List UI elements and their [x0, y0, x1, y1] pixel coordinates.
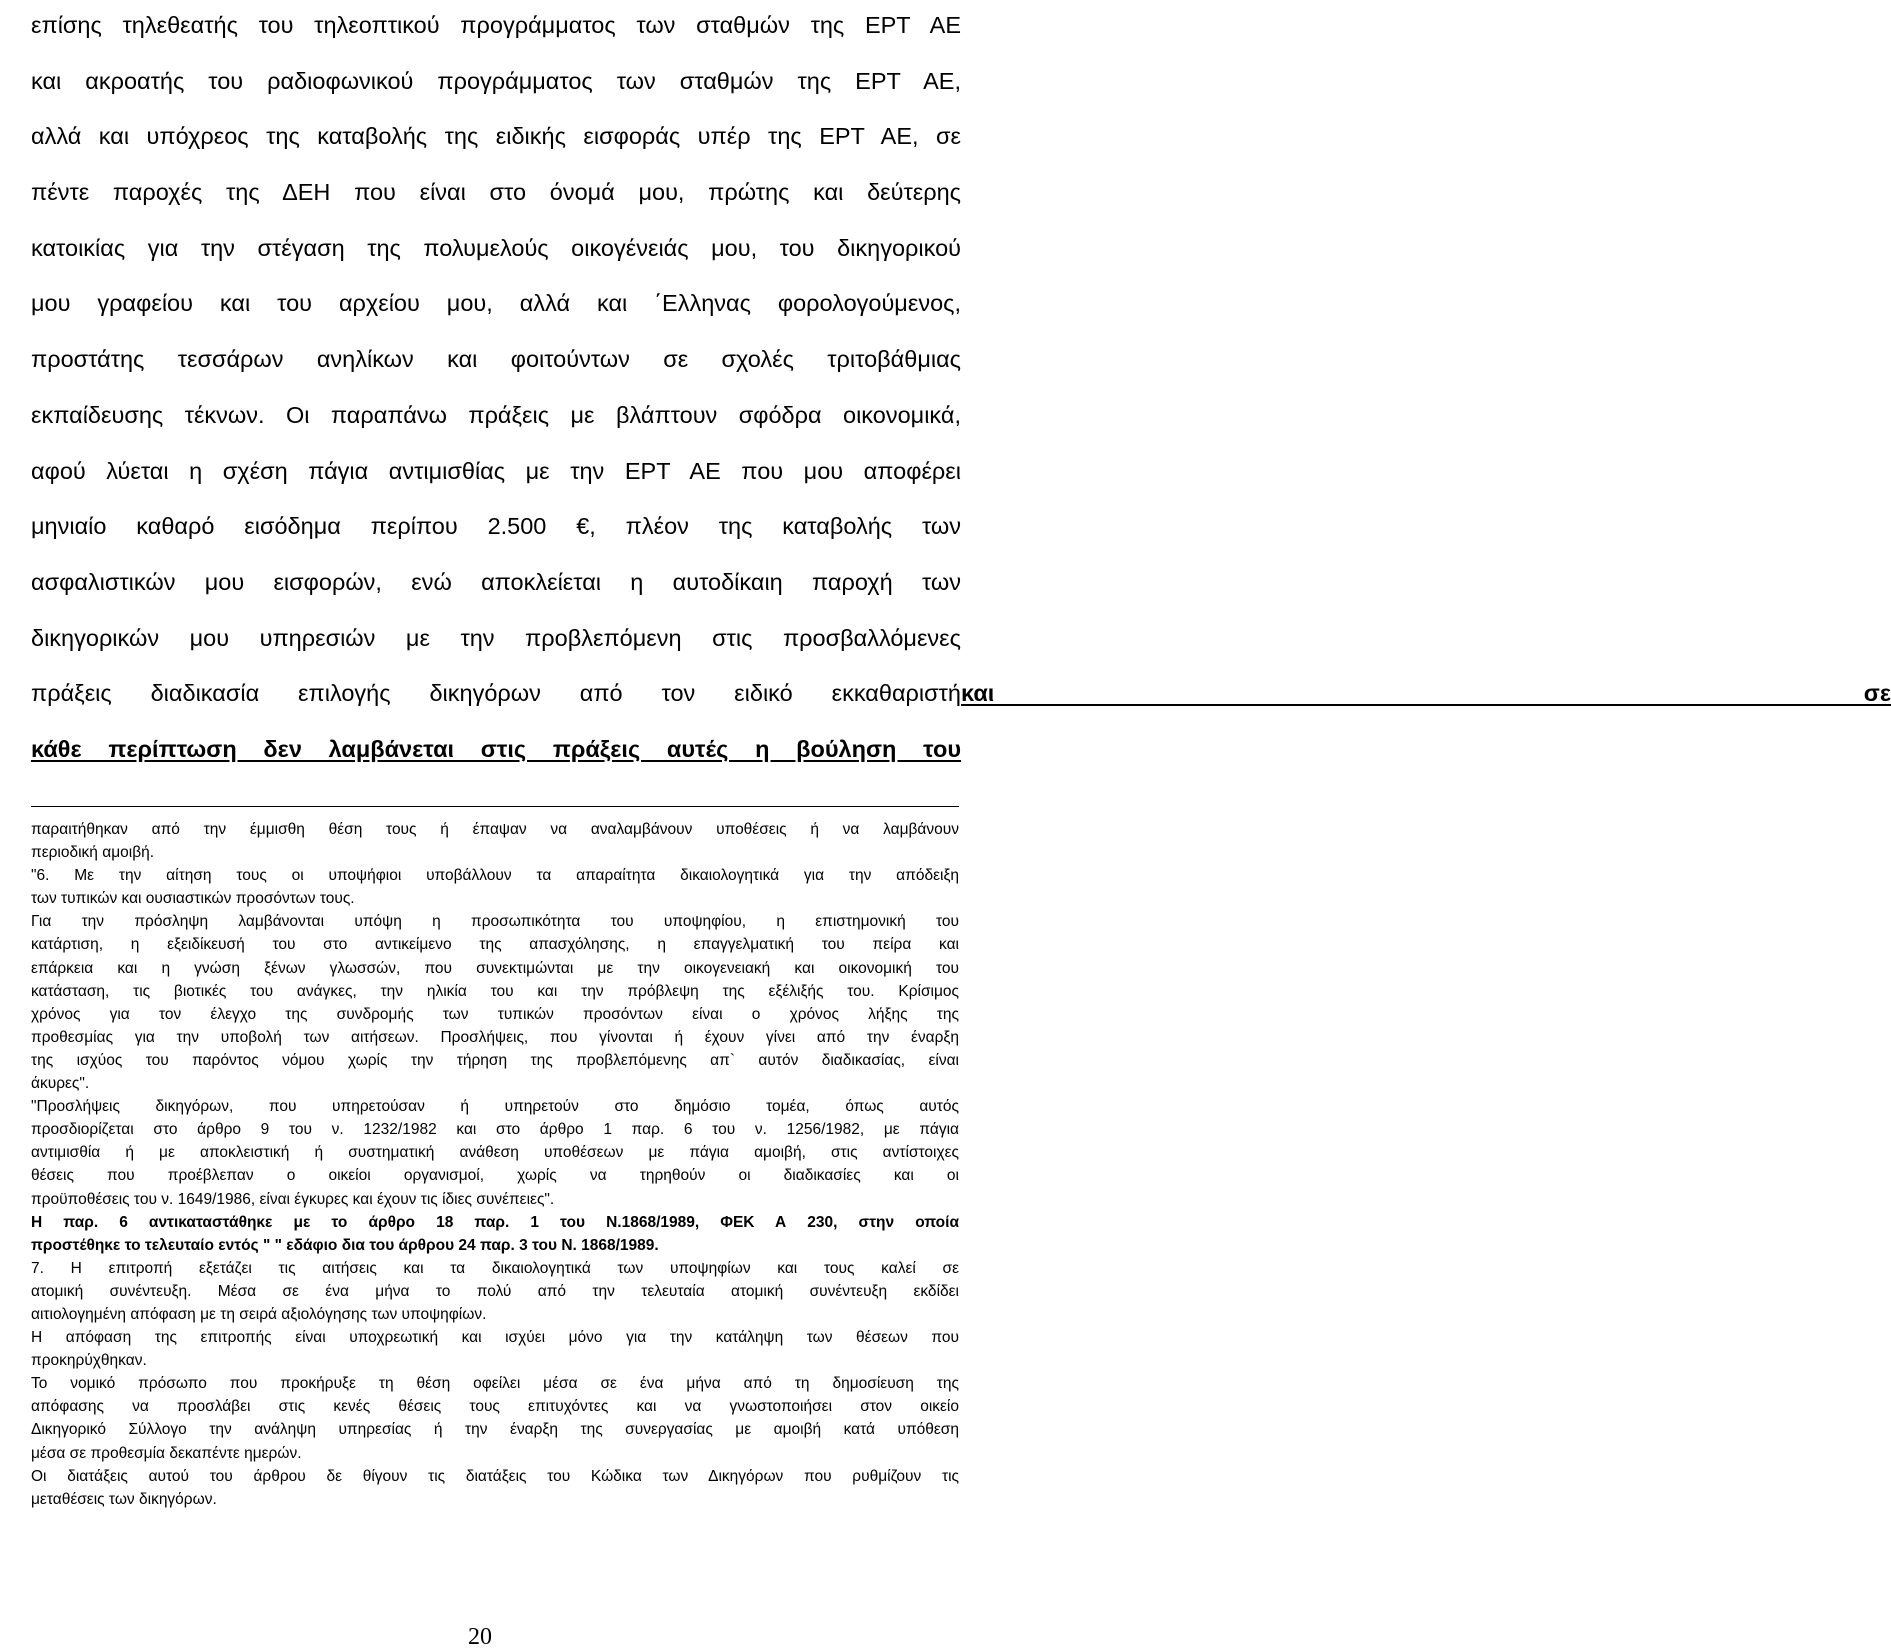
footnote-line: απόφασης να προσλάβει στις κενές θέσεις τους επιτυχόντες και να γνωστοποιήσει στον οικείο: [31, 1398, 959, 1416]
page-number: 20: [468, 1624, 492, 1650]
footnote-line-bold: προστέθηκε το τελευταίο εντός " " εδάφιο δια του άρθρου 24 παρ. 3 του Ν. 1868/1989.: [31, 1236, 659, 1254]
body-line: προστάτης τεσσάρων ανηλίκων και φοιτούντων σε σχολές τριτοβάθμιας: [31, 346, 961, 373]
footnote-line: προκηρύχθηκαν.: [31, 1352, 147, 1370]
footnote-line: μεταθέσεις των δικηγόρων.: [31, 1490, 217, 1508]
body-line: δικηγορικών μου υπηρεσιών με την προβλεπόμενη στις προσβαλλόμενες: [31, 624, 961, 651]
footnote-line: προθεσμίας για την υποβολή των αιτήσεων. Προσλήψεις, που γίνονται ή έχουν γίνει από την έναρξη: [31, 1028, 959, 1046]
body-line: και ακροατής του ραδιοφωνικού προγράμματος των σταθμών της ΕΡΤ ΑΕ,: [31, 67, 961, 94]
body-line: ασφαλιστικών μου εισφορών, ενώ αποκλείεται η αυτοδίκαιη παροχή των: [31, 568, 961, 595]
body-line: κατοικίας για την στέγαση της πολυμελούς οικογένειάς μου, του δικηγορικού: [31, 234, 961, 261]
emphasized-text: κάθε περίπτωση δεν λαμβάνεται στις πράξεις αυτές η βούληση του: [31, 735, 961, 762]
footnote-line: κατάρτιση, η εξειδίκευσή του στο αντικείμενο της απασχόλησης, η επαγγελματική του πείρα και: [31, 936, 959, 954]
body-line: μου γραφείου και του αρχείου μου, αλλά και ΄Ελληνας φορολογούμενος,: [31, 290, 961, 317]
footnote-line: αιτιολογημένη απόφαση με τη σειρά αξιολόγησης των υποψηφίων.: [31, 1305, 487, 1323]
footnote-line: Η απόφαση της επιτροπής είναι υποχρεωτική και ισχύει μόνο για την κατάληψη των θέσεων που: [31, 1329, 959, 1347]
footnote-line: άκυρες".: [31, 1075, 90, 1093]
footnote-line: παραιτήθηκαν από την έμμισθη θέση τους ή έπαψαν να αναλαμβάνουν υποθέσεις ή να λαμβάνουν: [31, 821, 959, 838]
footnote-line: Για την πρόσληψη λαμβάνονται υπόψη η προσωπικότητα του υποψηφίου, η επιστημονική του: [31, 913, 959, 931]
main-body-text: [31, 0, 1891, 778]
footnote-line: περιοδική αμοιβή.: [31, 844, 155, 862]
footnote-block: [31, 818, 959, 1511]
body-line: [31, 722, 961, 778]
body-line: μηνιαίο καθαρό εισόδημα περίπου 2.500 €, πλέον της καταβολής των: [31, 513, 961, 540]
body-line: πέντε παροχές της ΔΕΗ που είναι στο όνομά μου, πρώτης και δεύτερης: [31, 179, 961, 206]
emphasized-text: και σε: [961, 680, 1891, 707]
footnote-line: θέσεις που προέβλεπαν ο οικείοι οργανισμοί, χωρίς να τηρηθούν οι διαδικασίες και οι: [31, 1167, 959, 1185]
body-line: αφού λύεται η σχέση πάγια αντιμισθίας με την ΕΡΤ ΑΕ που μου αποφέρει: [31, 457, 961, 484]
footnote-line: Το νομικό πρόσωπο που προκήρυξε τη θέση οφείλει μέσα σε ένα μήνα από τη δημοσίευση της: [31, 1375, 959, 1393]
footnote-line: μέσα σε προθεσμία δεκαπέντε ημερών.: [31, 1444, 302, 1462]
footnote-line: 7. Η επιτροπή εξετάζει τις αιτήσεις και τα δικαιολογητικά των υποψηφίων και τους καλεί σε: [31, 1259, 959, 1277]
footnote-line: των τυπικών και ουσιαστικών προσόντων τους.: [31, 890, 355, 908]
footnote-line: "6. Με την αίτηση τους οι υποψήφιοι υποβάλλουν τα απαραίτητα δικαιολογητικά για την απόδειξη: [31, 867, 959, 885]
footnote-line: ατομική συνέντευξη. Μέσα σε ένα μήνα το πολύ από την τελευταία ατομική συνέντευξη εκδίδει: [31, 1282, 959, 1300]
footnote-line: χρόνος για τον έλεγχο της συνδρομής των τυπικών προσόντων είναι ο χρόνος λήξης της: [31, 1005, 959, 1023]
footnote-line: αντιμισθία ή με αποκλειστική ή συστηματική ανάθεση υποθέσεων με πάγια αμοιβή, στις αντίστοιχες: [31, 1144, 959, 1162]
footnote-line: προϋποθέσεις του ν. 1649/1986, είναι έγκυρες και έχουν τις ίδιες συνέπειες".: [31, 1190, 555, 1208]
footnote-line: Οι διατάξεις αυτού του άρθρου δε θίγουν τις διατάξεις του Κώδικα των Δικηγόρων που ρυθμίζουν τις: [31, 1467, 959, 1485]
footnote-line-bold: Η παρ. 6 αντικαταστάθηκε με το άρθρο 18 παρ. 1 του Ν.1868/1989, ΦΕΚ Α 230, στην οποία: [31, 1213, 959, 1231]
body-line: αλλά και υπόχρεος της καταβολής της ειδικής εισφοράς υπέρ της ΕΡΤ ΑΕ, σε: [31, 123, 961, 150]
body-line: επίσης τηλεθεατής του τηλεοπτικού προγράμματος των σταθμών της ΕΡΤ ΑΕ: [31, 12, 961, 38]
footnote-line: Δικηγορικό Σύλλογο την ανάληψη υπηρεσίας ή την έναρξη της συνεργασίας με αμοιβή κατά υπόθεση: [31, 1421, 959, 1439]
footnote-line: επάρκεια και η γνώση ξένων γλωσσών, που συνεκτιμώνται με την οικογενειακή και οικονομική του: [31, 959, 959, 977]
footnote-separator: [31, 806, 959, 807]
footnote-line: προσδιορίζεται στο άρθρο 9 του ν. 1232/1982 και στο άρθρο 1 παρ. 6 του ν. 1256/1982, με πάγια: [31, 1121, 959, 1139]
body-line: [31, 666, 1891, 722]
footnote-line: "Προσλήψεις δικηγόρων, που υπηρετούσαν ή υπηρετούν στο δημόσιο τομέα, όπως αυτός: [31, 1098, 959, 1116]
footnote-line: της ισχύος του παρόντος νόμου χωρίς την τήρηση της προβλεπόμενης απ` αυτόν διαδικασίας, είναι: [31, 1051, 959, 1069]
footnote-line: κατάσταση, τις βιοτικές του ανάγκες, την ηλικία του και την πρόβλεψη της εξέλιξής του. Κρίσιμος: [31, 982, 959, 1000]
body-line: εκπαίδευσης τέκνων. Οι παραπάνω πράξεις με βλάπτουν σφόδρα οικονομικά,: [31, 401, 961, 428]
body-line-plain: πράξεις διαδικασία επιλογής δικηγόρων από τον ειδικό εκκαθαριστή: [31, 680, 961, 707]
